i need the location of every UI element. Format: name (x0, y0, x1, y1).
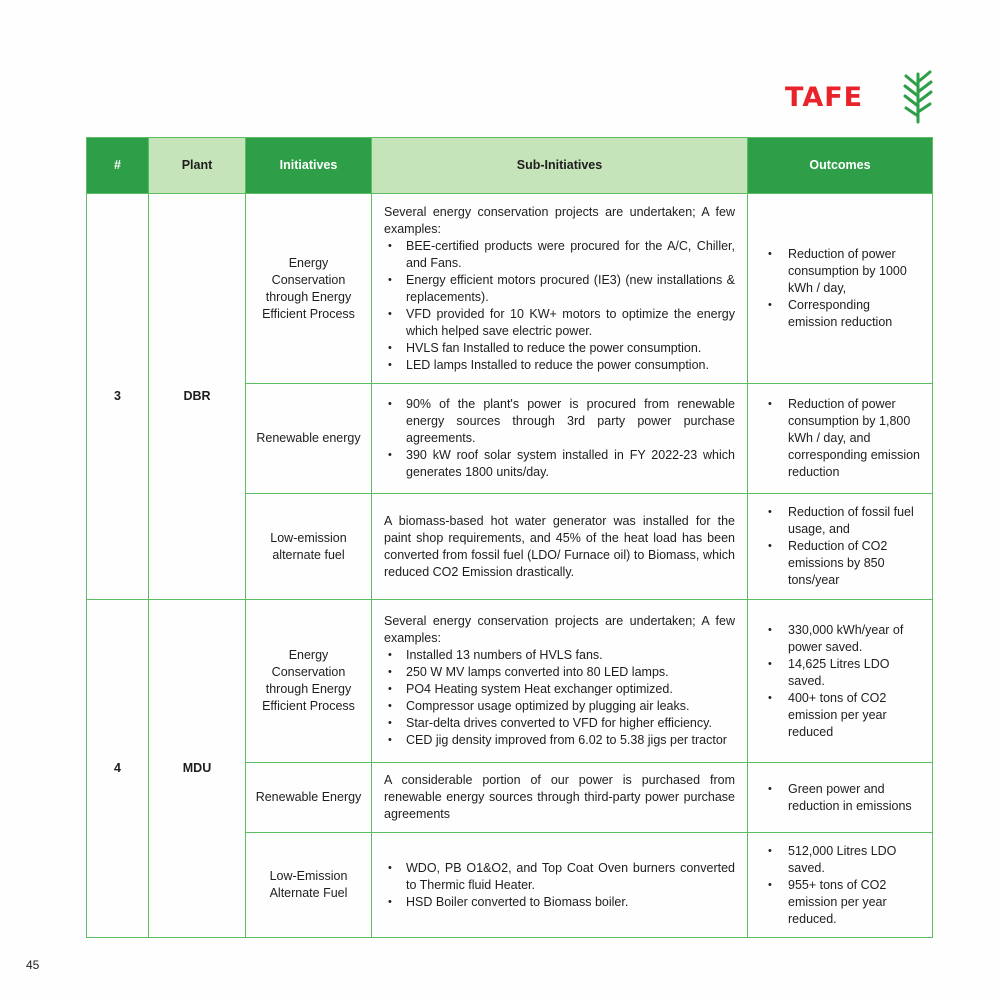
list-item: • Reduction of fossil fuel usage, and (768, 504, 922, 538)
sub-initiatives-intro: Several energy conservation projects are undertaken; A few examples: (384, 204, 735, 236)
row-number: 3 (87, 194, 149, 600)
initiative-cell: Low-emission alternate fuel (246, 494, 372, 600)
table-row (87, 600, 933, 763)
list-item: • 330,000 kWh/year of power saved. (768, 622, 922, 656)
list-item: • 250 W MV lamps converted into 80 LED lamps. (384, 664, 735, 681)
initiative-cell: Low-Emission Alternate Fuel (246, 833, 372, 938)
sub-initiatives-intro: Several energy conservation projects are undertaken; A few examples: (384, 614, 735, 645)
list-item: • VFD provided for 10 KW+ motors to optimize the energy which helped save electric power. (384, 306, 735, 340)
list-item: • 955+ tons of CO2 emission per year reduced. (768, 877, 922, 928)
outcomes-list (768, 843, 922, 928)
header-sub-initiatives: Sub-Initiatives (372, 138, 748, 194)
initiative-cell: Renewable energy (246, 384, 372, 494)
sub-initiatives-list (384, 396, 735, 481)
list-item: • Green power and reduction in emissions (768, 781, 922, 815)
sub-initiatives-cell: A considerable portion of our power is purchased from renewable energy sources through third-party power purchase agreements (372, 763, 748, 833)
outcomes-list (768, 622, 922, 741)
sub-initiatives-cell (372, 384, 748, 494)
outcomes-cell (748, 494, 933, 600)
list-item: • Corresponding emission reduction (768, 297, 922, 331)
header-plant: Plant (149, 138, 246, 194)
outcomes-list (768, 246, 922, 331)
list-item: • HSD Boiler converted to Biomass boiler. (384, 894, 735, 911)
sub-initiatives-list (384, 647, 735, 749)
initiative-cell: Renewable Energy (246, 763, 372, 833)
outcomes-cell (748, 600, 933, 763)
outcomes-list (768, 504, 922, 589)
row-number: 4 (87, 600, 149, 938)
list-item: • Reduction of power consumption by 1,800 kWh / day, and corresponding emission reduction (768, 396, 922, 481)
list-item: • Energy efficient motors procured (IE3) (new installations & replacements). (384, 272, 735, 306)
list-item: • 400+ tons of CO2 emission per year reduced (768, 690, 922, 741)
tafe-logo (785, 66, 935, 126)
header-initiatives: Initiatives (246, 138, 372, 194)
initiative-cell: Energy Conservation through Energy Efficient Process (246, 600, 372, 763)
list-item: • Reduction of power consumption by 1000 kWh / day, (768, 246, 922, 297)
header-outcomes: Outcomes (748, 138, 933, 194)
wheat-leaf-icon (901, 66, 935, 126)
list-item: • Reduction of CO2 emissions by 850 tons/year (768, 538, 922, 589)
sub-initiatives-cell (372, 600, 748, 763)
list-item: • 14,625 Litres LDO saved. (768, 656, 922, 690)
outcomes-cell (748, 763, 933, 833)
sub-initiatives-cell (372, 833, 748, 938)
logo-text: TAFE (785, 82, 864, 113)
table-header-row (87, 138, 933, 194)
list-item: • 390 kW roof solar system installed in FY 2022-23 which generates 1800 units/day. (384, 447, 735, 481)
outcomes-cell (748, 833, 933, 938)
list-item: • PO4 Heating system Heat exchanger optimized. (384, 681, 735, 698)
list-item: • WDO, PB O1&O2, and Top Coat Oven burners converted to Thermic fluid Heater. (384, 860, 735, 894)
list-item: • HVLS fan Installed to reduce the power consumption. (384, 340, 735, 357)
plant-name: MDU (149, 600, 246, 938)
sub-initiatives-list (384, 860, 735, 911)
list-item: • 512,000 Litres LDO saved. (768, 843, 922, 877)
header-num: # (87, 138, 149, 194)
plant-name: DBR (149, 194, 246, 600)
outcomes-list (768, 781, 922, 815)
table-row (87, 194, 933, 384)
list-item: • CED jig density improved from 6.02 to 5.38 jigs per tractor (384, 732, 735, 749)
energy-initiatives-table (86, 137, 933, 938)
page-number: 45 (26, 958, 40, 972)
outcomes-cell (748, 384, 933, 494)
sub-initiatives-cell: A biomass-based hot water generator was installed for the paint shop requirements, and 45% of the heat load has been converted from fossil fuel (LDO/ Furnace oil) to Biomass, which reduced CO2 Emission drastically. (372, 494, 748, 600)
list-item: • Star-delta drives converted to VFD for higher efficiency. (384, 715, 735, 732)
outcomes-list (768, 396, 922, 481)
list-item: • 90% of the plant's power is procured from renewable energy sources through 3rd party power purchase agreements. (384, 396, 735, 447)
initiative-cell: Energy Conservation through Energy Efficient Process (246, 194, 372, 384)
sub-initiatives-cell (372, 194, 748, 384)
list-item: • BEE-certified products were procured for the A/C, Chiller, and Fans. (384, 238, 735, 272)
list-item: • Installed 13 numbers of HVLS fans. (384, 647, 735, 664)
list-item: • Compressor usage optimized by plugging air leaks. (384, 698, 735, 715)
list-item: • LED lamps Installed to reduce the power consumption. (384, 357, 735, 374)
sub-initiatives-list (384, 238, 735, 374)
outcomes-cell (748, 194, 933, 384)
